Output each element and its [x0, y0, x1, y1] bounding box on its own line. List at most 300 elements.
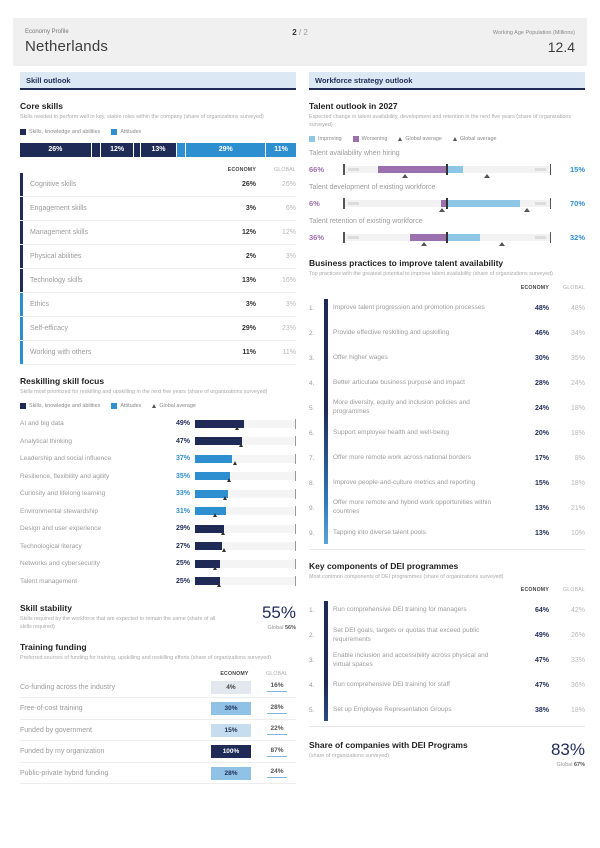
skill-name: Cognitive skills: [30, 180, 77, 188]
economy-column-header: ECONOMY: [520, 284, 549, 291]
table-row: [20, 221, 296, 245]
funding-source-name: Funded by my organization: [20, 748, 105, 756]
global-value: 36%: [570, 682, 585, 690]
rank-number: 5.: [309, 404, 315, 412]
list-item: [309, 598, 585, 623]
funding-source-name: Co-funding across the industry: [20, 683, 115, 691]
global-value: 8%: [574, 454, 585, 462]
global-average-marker-icon: [217, 583, 221, 587]
table-row: [20, 245, 296, 269]
list-item: [309, 471, 585, 496]
bar-value-label: 35%: [175, 472, 190, 480]
economy-value: 46%: [534, 329, 549, 337]
table-row: [20, 269, 296, 293]
global-value: 11%: [282, 348, 296, 356]
global-average-marker-icon: [222, 548, 226, 552]
practice-name: Provide effective reskilling and upskilling: [333, 328, 450, 336]
global-average-marker-icon: [421, 242, 427, 246]
bar-value-label: 49%: [175, 420, 190, 428]
bar-track: [195, 542, 296, 550]
economy-value: 11%: [242, 348, 256, 356]
rank-number: 3.: [309, 354, 315, 362]
rank-number: 2.: [309, 632, 315, 640]
global-average-marker-icon: [524, 208, 530, 212]
global-average-marker-icon: [213, 566, 217, 570]
legend-item: [453, 136, 497, 142]
bar-value-label: 29%: [175, 525, 190, 533]
bar-row: [20, 573, 296, 591]
bar-value-label: 47%: [175, 437, 190, 445]
global-value: 26%: [281, 180, 296, 188]
global-value-cell: [258, 747, 296, 757]
skill-name: AI and big data: [20, 420, 64, 428]
axis-scale-dash: [348, 202, 359, 205]
practice-name: Set DEI goals, targets or quotas that exceed public requirements: [333, 626, 480, 643]
practice-name: Offer more remote and hybrid work opportunities within countries: [333, 499, 492, 516]
global-average-marker-icon: [484, 174, 490, 178]
dei-share-global-label: Global: [556, 762, 574, 769]
stacked-bar-segment: 13%: [141, 143, 176, 157]
axis-end-tick: [295, 559, 296, 569]
axis-end-tick: [550, 232, 552, 243]
page-number-total: / 2: [296, 28, 308, 37]
global-average-marker-icon: [227, 478, 231, 482]
axis-end-tick: [295, 506, 296, 516]
skill-name: Technology skills: [30, 276, 83, 284]
attitudes-swatch-icon: [111, 403, 117, 409]
axis-end-tick: [295, 419, 296, 429]
bar-fill: [195, 525, 224, 533]
skill-stability-text: [20, 603, 230, 631]
global-value: 33%: [570, 657, 585, 665]
skill-stability-block: [20, 603, 296, 631]
bar-fill: [195, 507, 226, 515]
list-item: [309, 396, 585, 421]
stacked-bar-segment: 29%: [186, 143, 265, 157]
economy-value: 38%: [534, 707, 549, 715]
improving-bar-fill: [447, 166, 463, 173]
rank-accent-bar: [324, 601, 328, 721]
bar-row: [20, 468, 296, 486]
bar-fill: [195, 542, 222, 550]
page-number: [292, 18, 308, 66]
training-funding-title: Training funding: [20, 642, 87, 653]
legend-item: [20, 403, 100, 409]
economy-value: 3%: [245, 300, 256, 308]
axis-end-tick: [295, 471, 296, 481]
skill-name: Networks and cybersecurity: [20, 560, 100, 568]
stacked-bar-segment: [177, 143, 185, 157]
funding-source-name: Public-private hybrid funding: [20, 769, 109, 777]
improving-swatch-icon: [309, 136, 315, 142]
bar-track: [195, 420, 296, 428]
axis-scale-dash: [535, 236, 546, 239]
rank-number: 4.: [309, 379, 315, 387]
list-item: [309, 623, 585, 648]
global-average-marker-icon: [223, 496, 227, 500]
economy-value: 29%: [241, 324, 256, 332]
bar-value-label: 27%: [175, 542, 190, 550]
bar-row: [20, 503, 296, 521]
rank-number: 1.: [309, 304, 315, 312]
economy-value: 12%: [241, 228, 256, 236]
skill-stability-value-block: [230, 603, 296, 631]
practice-name: Tapping into diverse talent pools: [333, 528, 426, 536]
axis-scale-dash: [535, 168, 546, 171]
bar-track: [195, 490, 296, 498]
dei-share-subtitle: (share of organizations surveyed): [309, 753, 390, 760]
talent-outlook-title: Talent outlook in 2027: [309, 101, 398, 111]
legend-item: [398, 136, 442, 142]
global-value: 16%: [281, 276, 296, 284]
list-item: [309, 698, 585, 723]
table-row: [20, 341, 296, 365]
rank-number: 1.: [309, 607, 315, 615]
dei-components-column-headers: [309, 587, 585, 593]
global-column-header: GLOBAL: [266, 670, 288, 677]
page-header: [13, 18, 587, 66]
page-number-current: 2: [292, 28, 297, 37]
economy-value-cell: 28%: [211, 767, 251, 780]
list-item: [309, 321, 585, 346]
global-value: 16%: [267, 682, 286, 692]
rank-number: 9.: [309, 504, 315, 512]
rank-number: 7.: [309, 454, 315, 462]
improving-bar-fill: [447, 200, 520, 207]
talent-outlook-legend: [309, 136, 585, 142]
legend-label: Global average: [459, 136, 497, 143]
stacked-bar-segment: 11%: [266, 143, 296, 157]
training-funding-table: [20, 677, 296, 785]
bar-track: [195, 472, 296, 480]
rank-number: 6.: [309, 429, 315, 437]
global-value: 28%: [267, 704, 286, 714]
global-value: 26%: [570, 632, 585, 640]
header-left: [25, 18, 292, 66]
skill-stability-subtitle: Skills required by the workforce that are expected to remain the same (share of all skills required): [20, 616, 216, 630]
working-age-population-value: 12.4: [547, 38, 576, 55]
skill-stability-global: [230, 625, 296, 631]
global-value-cell: [258, 725, 296, 735]
global-column-header: GLOBAL: [274, 166, 296, 173]
table-row: [20, 197, 296, 221]
global-value: 22%: [267, 725, 286, 735]
talent-outlook-chart: [309, 150, 585, 244]
economy-value: 15%: [534, 479, 549, 487]
global-value-cell: [258, 682, 296, 692]
axis-end-tick: [343, 164, 345, 175]
reskilling-subtitle: Skills most prioritized for reskilling and upskilling in the next five years (share of organizations surveyed): [20, 388, 268, 395]
skill-name: Resilience, flexibility and agility: [20, 472, 110, 480]
skill-name: Analytical thinking: [20, 437, 73, 445]
economy-value-cell: 100%: [211, 745, 251, 758]
diverging-bar: [309, 196, 585, 210]
reskilling-bar-chart: [20, 415, 296, 590]
talent-metric-label: Talent development of existing workforce: [309, 184, 436, 192]
legend-label: Skills, knowledge and abilities: [29, 403, 101, 410]
skill-name: Leadership and social influence: [20, 455, 112, 463]
bar-track: [195, 437, 296, 445]
axis-end-tick: [550, 198, 552, 209]
global-column-header: GLOBAL: [563, 284, 585, 291]
workforce-strategy-column: [309, 72, 585, 768]
global-column-header: GLOBAL: [563, 587, 585, 594]
diverging-bar-track: [343, 234, 551, 241]
funding-source-name: Funded by government: [20, 726, 92, 734]
global-average-marker-icon: [221, 531, 225, 535]
global-average-marker-icon: [398, 137, 402, 141]
global-average-marker-icon: [235, 426, 239, 430]
economy-value-cell: 4%: [211, 681, 251, 694]
global-average-marker-icon: [152, 404, 156, 408]
talent-metric-label: Talent retention of existing workforce: [309, 218, 423, 226]
dei-share-text: [309, 740, 519, 768]
legend-item: [152, 403, 196, 409]
report-eyebrow: Economy Profile: [25, 29, 69, 35]
diverging-bar: [309, 230, 585, 244]
worsening-value: 36%: [309, 232, 325, 242]
legend-label: Worsening: [361, 136, 388, 143]
talent-outlook-row: [309, 150, 585, 176]
legend-label: Global average: [405, 136, 442, 143]
talent-outlook-subtitle: Expected change in talent availability, development and retention in the next five years (share of organizations surveyed): [309, 114, 572, 128]
table-row: [20, 173, 296, 197]
economy-value: 28%: [534, 379, 549, 387]
stacked-bar-segment: 26%: [20, 143, 91, 157]
list-item: [309, 421, 585, 446]
global-value: 12%: [281, 228, 296, 236]
global-value: 3%: [285, 300, 296, 308]
worsening-swatch-icon: [353, 136, 359, 142]
legend-label: Global average: [159, 403, 196, 410]
legend-label: Skills, knowledge and abilities: [29, 128, 101, 135]
table-row: [20, 293, 296, 317]
global-average-marker-icon: [439, 208, 445, 212]
center-divider: [446, 164, 448, 175]
legend-label: Improving: [318, 136, 342, 143]
global-value: 18%: [570, 404, 585, 412]
economy-value-cell: 30%: [211, 702, 251, 715]
axis-scale-dash: [348, 236, 359, 239]
stacked-bar-segment: [134, 143, 139, 157]
improving-value: 32%: [569, 232, 585, 242]
economy-value: 48%: [534, 304, 549, 312]
dei-share-global: [519, 762, 585, 768]
economy-value: 13%: [534, 529, 549, 537]
list-item: [309, 296, 585, 321]
practice-name: Offer more remote work across national borders: [333, 453, 471, 461]
skills-swatch-icon: [20, 403, 26, 409]
global-value: 24%: [267, 768, 286, 778]
table-row: [20, 741, 296, 763]
practice-name: Set up Employee Representation Groups: [333, 706, 452, 714]
worsening-bar-fill: [378, 166, 447, 173]
table-row: [20, 698, 296, 720]
global-value: 23%: [281, 324, 296, 332]
list-item: [309, 673, 585, 698]
bar-fill: [195, 472, 230, 480]
rank-number: 2.: [309, 329, 315, 337]
stacked-bar-segment: 12%: [101, 143, 134, 157]
skill-stability-global-label: Global: [267, 625, 285, 632]
practice-name: Support employee health and well-being: [333, 428, 449, 436]
talent-outlook-row: [309, 184, 585, 210]
stacked-bar-segment: [92, 143, 100, 157]
economy-value: 30%: [534, 354, 549, 362]
table-row: [20, 677, 296, 699]
practice-name: Improve people-and-culture metrics and reporting: [333, 478, 476, 486]
economy-value: 13%: [241, 276, 256, 284]
list-item: [309, 446, 585, 471]
legend-item: [111, 403, 141, 409]
skill-name: Self-efficacy: [30, 324, 68, 332]
bar-value-label: 25%: [175, 577, 190, 585]
practice-name: Improve talent progression and promotion processes: [333, 303, 485, 311]
list-item: [309, 346, 585, 371]
dei-share-value: 83%: [550, 740, 585, 760]
bar-row: [20, 555, 296, 573]
skills-swatch-icon: [20, 129, 26, 135]
rank-accent-bar: [324, 299, 328, 544]
axis-end-tick: [550, 164, 552, 175]
skill-name: Management skills: [30, 228, 88, 236]
axis-end-tick: [295, 436, 296, 446]
legend-item: [309, 136, 342, 142]
rank-number: 8.: [309, 479, 315, 487]
practice-name: Better articulate business purpose and impact: [333, 378, 465, 386]
bar-row: [20, 485, 296, 503]
skill-stability-global-value: 56%: [284, 625, 296, 632]
global-value: 18%: [570, 479, 585, 487]
talent-outlook-row: [309, 218, 585, 244]
global-average-marker-icon: [213, 513, 217, 517]
skill-name: Curiosity and lifelong learning: [20, 490, 106, 498]
rank-number: 5.: [309, 707, 315, 715]
economy-column-header: ECONOMY: [220, 670, 249, 677]
economy-value: 24%: [534, 404, 549, 412]
center-divider: [446, 198, 448, 209]
global-value: 48%: [570, 304, 585, 312]
economy-column-header: ECONOMY: [227, 166, 256, 173]
axis-end-tick: [343, 232, 345, 243]
axis-end-tick: [295, 454, 296, 464]
section-header-skill-outlook: Skill outlook: [20, 72, 296, 90]
rank-number: 4.: [309, 682, 315, 690]
core-skills-legend: [20, 129, 296, 135]
global-value: 34%: [570, 329, 585, 337]
working-age-population-label: Working Age Population (Millions): [492, 29, 576, 36]
bar-row: [20, 520, 296, 538]
dei-components-list: [309, 598, 585, 727]
axis-end-tick: [295, 489, 296, 499]
economy-column-header: ECONOMY: [520, 587, 549, 594]
worsening-value: 66%: [309, 164, 325, 174]
global-value-cell: [258, 704, 296, 714]
dei-share-value-block: [519, 740, 585, 768]
legend-label: Attitudes: [120, 128, 142, 135]
bar-row: [20, 415, 296, 433]
axis-end-tick: [295, 524, 296, 534]
improving-bar-fill: [447, 234, 480, 241]
diverging-bar: [309, 162, 585, 176]
economy-value: 64%: [534, 607, 549, 615]
skill-stability-title: Skill stability: [20, 603, 72, 614]
global-value: 18%: [570, 707, 585, 715]
economy-value-cell: 15%: [211, 724, 251, 737]
economy-value: 2%: [245, 252, 256, 260]
reskilling-title: Reskilling skill focus: [20, 375, 105, 386]
economy-value: 26%: [241, 180, 256, 188]
list-item: [309, 521, 585, 546]
business-practices-column-headers: [309, 285, 585, 291]
global-average-marker-icon: [499, 242, 505, 246]
global-value: 87%: [267, 747, 286, 757]
talent-metric-label: Talent availability when hiring: [309, 150, 400, 158]
practice-name: Offer higher wages: [333, 353, 388, 361]
page-title: Netherlands: [25, 38, 109, 55]
rank-number: 9.: [309, 529, 315, 537]
skill-name: Ethics: [30, 300, 50, 308]
legend-item: [111, 129, 141, 135]
bar-track: [195, 577, 296, 585]
practice-name: Run comprehensive DEI training for managers: [333, 606, 467, 614]
bar-track: [195, 507, 296, 515]
center-divider: [446, 232, 448, 243]
bar-row: [20, 538, 296, 556]
global-value-cell: [258, 768, 296, 778]
economy-value: 13%: [534, 504, 549, 512]
global-value: 21%: [570, 504, 585, 512]
attitudes-swatch-icon: [111, 129, 117, 135]
axis-scale-dash: [348, 168, 359, 171]
table-row: [20, 720, 296, 742]
global-average-marker-icon: [453, 137, 457, 141]
training-funding-subtitle: Preferred sources of funding for training, upskilling and reskilling efforts (share of organizations surveyed): [20, 655, 271, 662]
skill-name: Engagement skills: [30, 204, 87, 212]
global-value: 10%: [570, 529, 585, 537]
business-practices-title: Business practices to improve talent availability: [309, 258, 504, 269]
diverging-bar-track: [343, 166, 551, 173]
dei-components-title: Key components of DEI programmes: [309, 560, 459, 571]
bar-fill: [195, 455, 232, 463]
bar-fill: [195, 437, 242, 445]
dei-share-global-value: 67%: [573, 762, 585, 769]
list-item: [309, 371, 585, 396]
skill-name: Design and user experience: [20, 525, 101, 533]
dei-components-subtitle: Most common components of DEI programmes (share of organizations surveyed): [309, 573, 504, 580]
diverging-bar-track: [343, 200, 551, 207]
economy-value: 47%: [534, 682, 549, 690]
funding-source-name: Free-of-cost training: [20, 705, 83, 713]
global-value: 42%: [570, 607, 585, 615]
legend-item: [353, 136, 388, 142]
worsening-value: 6%: [309, 198, 320, 208]
axis-scale-dash: [535, 202, 546, 205]
practice-name: More diversity, equity and inclusion policies and programmes: [333, 399, 470, 416]
bar-track: [195, 560, 296, 568]
rank-number: 3.: [309, 657, 315, 665]
bar-value-label: 31%: [175, 507, 190, 515]
global-value: 35%: [570, 354, 585, 362]
global-average-marker-icon: [402, 174, 408, 178]
table-row: [20, 317, 296, 341]
core-skills-stacked-bar: [20, 143, 296, 157]
skill-name: Talent management: [20, 577, 78, 585]
bar-value-label: 25%: [175, 560, 190, 568]
worsening-bar-fill: [410, 234, 447, 241]
practice-name: Enable inclusion and accessibility across physical and virtual spaces: [333, 651, 489, 668]
global-value: 3%: [285, 252, 296, 260]
